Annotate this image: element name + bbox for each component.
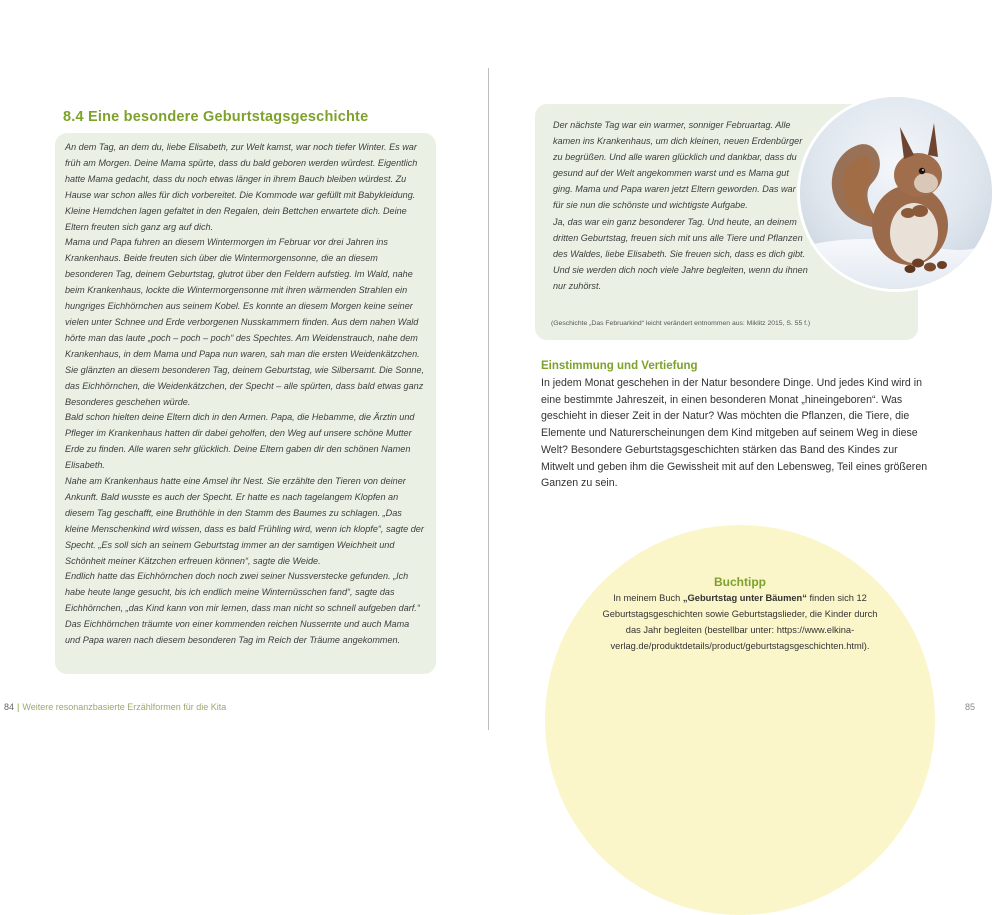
book-tip-title: Buchtipp [714, 575, 766, 589]
book-tip-text-after: finden sich 12 Geburtstagsgeschichten sowie Geburtstagslieder, die Kinder durch das Jahr begleiten (bestellbar unter: https://www.elkina-verlag.de/produktdetails/product/geburtstagsgeschichten.html). [602, 593, 878, 652]
footer-chapter-title: Weitere resonanzbasierte Erzählformen für die Kita [22, 702, 227, 712]
book-title: „Geburtstag unter Bäumen“ [682, 593, 807, 603]
book-tip-text [600, 590, 880, 654]
section-heading: 8.4 Eine besondere Geburtstagsgeschichte [63, 109, 369, 125]
quote-paragraph: Ja, das war ein ganz besonderer Tag. Und heute, an deinem dritten Geburtstag, freuen sich mit uns alle Tiere und Pflanzen des Waldes, liebe Elisabeth. Sie freuen sich, dass es dich gibt. Und sie werden dich noch viele Jahre begleiten, wenn du ihnen nur zuhörst. [553, 216, 808, 291]
body-text: In jedem Monat geschehen in der Natur besondere Dinge. Und jedes Kind wird in eine bestimmte Jahreszeit, in einen besonderen Monat „hineingeboren“. Was geschieht in dieser Zeit in der Natur? Was möchten die Pflanzen, die Tiere, die Elemente und Naturerscheinungen dem Kind mitgeben auf seinem Weg in diese Welt? Besondere Geburtstagsgeschichten stärken das Band des Kindes zur Mitwelt und geben ihm die Gewissheit mit auf den Lebensweg, Teil eines größeren Ganzen zu sein. [541, 377, 928, 490]
page-number: 84 [4, 702, 15, 712]
story-paragraph: Endlich hatte das Eichhörnchen doch noch zwei seiner Nussverstecke gefunden. „Ich habe heute lange gesucht, bis ich endlich meine Winternüsschen fand“, sagte das Eichhörnchen, „das Kind kann von mir lernen, dass man nicht so schnell aufgeben darf.“ Das Eichhörnchen träumte von einer kommenden reichen Nussernte und auch Mama und Papa waren nach diesem besonderen Tag im Reich der Träume angekommen. [65, 571, 420, 646]
sub-heading: Einstimmung und Vertiefung [541, 360, 698, 372]
story-box [55, 133, 436, 674]
squirrel-photo [797, 94, 995, 292]
footer-left [4, 702, 226, 712]
page-divider [488, 68, 489, 730]
story-paragraph: Nahe am Krankenhaus hatte eine Amsel ihr Nest. Sie erzählte den Tieren von deiner Ankunft. Bald wusste es auch der Specht. Er hatte es nach tagelangem Klopfen an diesem Tag geschafft, eine Bruthöhle in den Stamm des Baumes zu schlagen. „Das kleine Menschenkind wird wissen, dass es bald Frühling wird, wenn ich klopfe“, sagte der Specht. „Es soll sich an seinem Geburtstag immer an der samtigen Weichheit und Schönheit meiner Kätzchen erfreuen können“, sagte die Weide. [65, 476, 424, 566]
story-paragraph: An dem Tag, an dem du, liebe Elisabeth, zur Welt kamst, war noch tiefer Winter. Es war früh am Morgen. Deine Mama spürte, dass du bald geboren werden würdest. Eigentlich hatte Mama gedacht, dass du noch etwas länger in ihrem Bauch bleiben würdest. Zu Hause war schon alles für dich vorbereitet. Die Kommode war gefüllt mit Babykleidung. Kleine Hemdchen lagen gefaltet in den Regalen, dein Bettchen erwartete dich. Deine Eltern freuten sich ganz arg auf dich. [65, 142, 418, 232]
story-paragraph: Bald schon hielten deine Eltern dich in den Armen. Papa, die Hebamme, die Ärztin und Pfleger im Krankenhaus hatten dir dabei geholfen, den Weg auf unsere schöne Mutter Erde zu finden. Alle waren sehr glücklich. Deine Eltern gaben dir den schönen Namen Elisabeth. [65, 412, 415, 471]
book-tip-text-before: In meinem Buch [613, 593, 683, 603]
squirrel-illustration [800, 97, 992, 289]
quote-source: (Geschichte „Das Februarkind“ leicht verändert entnommen aus: Miklitz 2015, S. 55 f.) [551, 320, 811, 327]
story-paragraph: Mama und Papa fuhren an diesem Wintermorgen im Februar vor drei Jahren ins Krankenhaus. Beide freuten sich über die Wintermorgensonne, die an diesem besonderen Tag, deinem Geburtstag, glutrot über den Feldern aufstieg. Im Wald, nahe beim Krankenhaus, lockte die Wintermorgensonne mit ihren wärmenden Strahlen ein hungriges Eichhörnchen aus seinem Kobel. Es konnte an diesem Morgen keine seiner vielen unter Schnee und Erde verborgenen Nusskammern finden. Aus dem nahen Wald hörte man das laute „poch – poch – poch“ des Spechtes. Am Weidenstrauch, nahe dem Krankenhaus, in dem Mama und Papa nun waren, sah man die ersten Weidenkätzchen. Sie glänzten an diesem besonderen Tag, deinem Geburtstag, wie Silbersamt. Die Sonne, das Eichhörnchen, die Weidenkätzchen, der Specht – alle spürten, dass bald etwas ganz Besonderes geschehen würde. [65, 237, 425, 407]
quote-paragraph: Der nächste Tag war ein warmer, sonniger Februartag. Alle kamen ins Krankenhaus, um dich kleinen, neuen Erdenbürger zu begrüßen. Und alle waren glücklich und dankbar, dass du gesund auf der Welt angekommen warst und es Mama gut ging. Mama und Papa waren jetzt Eltern geworden. Das war für sie nun die schönste und wichtigste Aufgabe. [553, 120, 803, 211]
footer-separator: | [17, 702, 20, 712]
page-number-right: 85 [965, 702, 976, 712]
